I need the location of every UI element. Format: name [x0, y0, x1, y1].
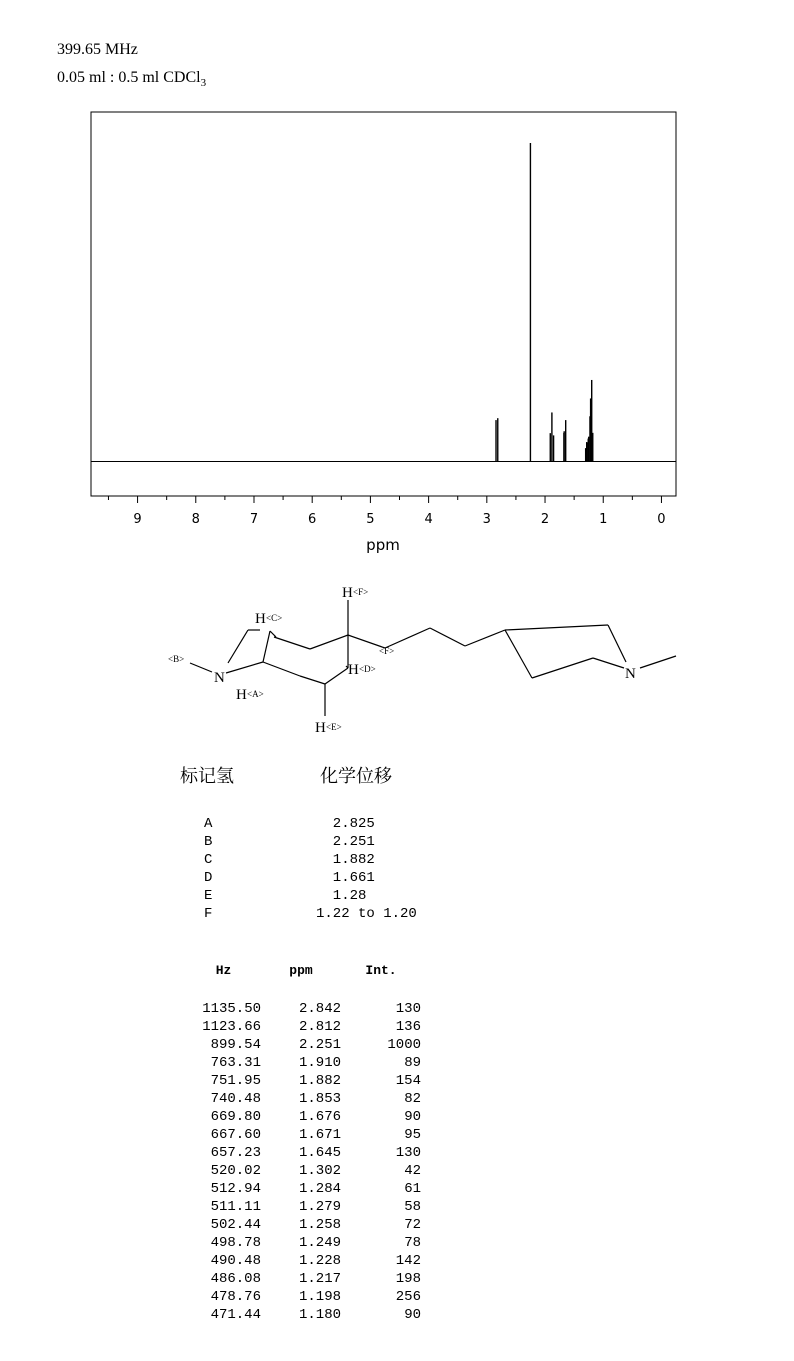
x-axis-ticks: [108, 496, 665, 527]
peak-ppm: 1.671: [298, 1127, 341, 1143]
peak-row: [186, 1072, 421, 1090]
atom-n2: N: [625, 666, 636, 682]
tag-b: <B>: [168, 654, 185, 664]
peak-int: 61: [404, 1181, 421, 1197]
assignment-shift: 1.882: [316, 852, 375, 868]
spectrum-peaks: [496, 143, 593, 462]
peak-int: 130: [395, 1001, 421, 1017]
peak-hz: 511.11: [210, 1199, 261, 1215]
atom-he: H: [315, 720, 326, 736]
peak-row: [186, 1054, 421, 1072]
tag-e: <E>: [326, 722, 342, 732]
peak-row: [186, 1144, 421, 1162]
x-tick-label: 6: [308, 512, 317, 527]
peak-ppm: 2.812: [298, 1019, 341, 1035]
peak-int: 89: [404, 1055, 421, 1071]
peak-ppm: 1.910: [298, 1055, 341, 1071]
molecule-labels: [168, 585, 636, 736]
peak-ppm: 1.249: [298, 1235, 341, 1251]
peak-ppm: 2.251: [298, 1037, 341, 1053]
peak-row: [186, 1198, 421, 1216]
assignment-row: [204, 833, 417, 851]
assignment-row: [204, 869, 417, 887]
peak-int: 58: [404, 1199, 421, 1215]
peak-hz: 520.02: [210, 1163, 261, 1179]
atom-ha: H: [236, 687, 247, 703]
peak-row: [186, 1234, 421, 1252]
peak-ppm: 2.842: [298, 1001, 341, 1017]
peak-hz: 740.48: [210, 1091, 261, 1107]
assignment-shift: 1.661: [316, 870, 375, 886]
peak-hz: 490.48: [210, 1253, 261, 1269]
atom-hc: H: [255, 611, 266, 627]
peak-int: 256: [395, 1289, 421, 1305]
peak-int: 198: [395, 1271, 421, 1287]
peak-ppm: 1.882: [298, 1073, 341, 1089]
peak-ppm: 1.279: [298, 1199, 341, 1215]
peak-list-table: [186, 962, 421, 1324]
peak-ppm: 1.217: [298, 1271, 341, 1287]
molecule-structure: [160, 578, 690, 738]
atom-hd: H: [348, 662, 359, 678]
peak-hz: 471.44: [210, 1307, 261, 1323]
peak-ppm: 1.258: [298, 1217, 341, 1233]
peak-hz: 667.60: [210, 1127, 261, 1143]
peak-row: [186, 1180, 421, 1198]
assignment-label: F: [204, 906, 213, 922]
x-tick-label: 5: [366, 512, 375, 527]
assignment-label: A: [204, 816, 213, 832]
atom-n1: N: [214, 670, 225, 686]
peak-row: [186, 1270, 421, 1288]
peak-row: [186, 1306, 421, 1324]
peak-hz: 1123.66: [202, 1019, 261, 1035]
nmr-spectrum-chart: [0, 0, 794, 570]
peak-row: [186, 1108, 421, 1126]
peak-hz: 498.78: [210, 1235, 261, 1251]
peak-hz: 899.54: [210, 1037, 261, 1053]
assignment-label: B: [204, 834, 213, 850]
assignment-label: E: [204, 888, 213, 904]
peak-hz: 486.08: [210, 1271, 261, 1287]
frequency-label: 399.65 MHz: [57, 41, 138, 58]
x-tick-label: 1: [599, 512, 608, 527]
atom-hf: H: [342, 585, 353, 601]
peak-row: [186, 1126, 421, 1144]
peak-ppm: 1.853: [298, 1091, 341, 1107]
peak-int: 95: [404, 1127, 421, 1143]
peak-int: 42: [404, 1163, 421, 1179]
x-tick-label: 4: [424, 512, 433, 527]
x-tick-label: 9: [133, 512, 142, 527]
tag-f: <F>: [353, 587, 369, 597]
peak-int: 136: [395, 1019, 421, 1035]
peak-int: 130: [395, 1145, 421, 1161]
peak-int: 78: [404, 1235, 421, 1251]
assignment-label: C: [204, 852, 213, 868]
sample-prefix: 0.05 ml : 0.5 ml CDCl: [57, 69, 201, 86]
x-axis-label: ppm: [366, 536, 400, 554]
peak-ppm: 1.228: [298, 1253, 341, 1269]
assignment-col-label: 标记氢: [180, 766, 234, 787]
peak-row: [186, 1090, 421, 1108]
tag-a: <A>: [247, 689, 264, 699]
assignment-row: [204, 851, 417, 869]
peak-int: 72: [404, 1217, 421, 1233]
peak-hz: 763.31: [210, 1055, 261, 1071]
peak-hz: 669.80: [210, 1109, 261, 1125]
header-int: Int.: [365, 963, 397, 978]
x-tick-label: 7: [249, 512, 259, 527]
peak-row: [186, 1036, 421, 1054]
x-tick-label: 0: [657, 512, 666, 527]
peak-ppm: 1.198: [298, 1289, 341, 1305]
assignment-row: [204, 815, 417, 833]
x-tick-label: 2: [540, 512, 550, 527]
peak-row: [186, 1216, 421, 1234]
peak-ppm: 1.180: [298, 1307, 341, 1323]
peak-int: 90: [404, 1307, 421, 1323]
assignment-col-shift: 化学位移: [320, 766, 392, 787]
x-tick-label: 8: [191, 512, 200, 527]
assignment-shift: 1.28: [316, 888, 367, 904]
header-ppm: ppm: [289, 963, 313, 978]
peak-hz: 657.23: [210, 1145, 261, 1161]
peak-int: 90: [404, 1109, 421, 1125]
header-hz: Hz: [215, 963, 232, 978]
x-tick-label: 3: [482, 512, 491, 527]
tag-c: <C>: [266, 613, 283, 623]
peak-hz: 478.76: [210, 1289, 261, 1305]
assignment-shift: 2.825: [316, 816, 375, 832]
peak-ppm: 1.302: [298, 1163, 341, 1179]
peak-int: 1000: [387, 1037, 421, 1053]
peak-row: [186, 1288, 421, 1306]
assignment-label: D: [204, 870, 213, 886]
assignment-shift: 2.251: [316, 834, 375, 850]
tag-d: <D>: [359, 664, 376, 674]
tag-f2: <F>: [379, 646, 395, 656]
peak-int: 142: [395, 1253, 421, 1269]
peak-hz: 751.95: [210, 1073, 261, 1089]
peak-ppm: 1.284: [298, 1181, 341, 1197]
peak-int: 154: [395, 1073, 421, 1089]
peak-row: [186, 1000, 421, 1018]
peak-row: [186, 1162, 421, 1180]
peak-ppm: 1.645: [298, 1145, 341, 1161]
sample-subscript: 3: [200, 77, 207, 90]
assignment-table: [204, 815, 417, 923]
peak-list-header-row: [186, 962, 421, 980]
peak-hz: 512.94: [210, 1181, 261, 1197]
assignment-row: [204, 905, 417, 923]
peak-row: [186, 1018, 421, 1036]
assignment-shift: 1.22 to 1.20: [316, 906, 417, 922]
peak-hz: 1135.50: [202, 1001, 261, 1017]
peak-ppm: 1.676: [298, 1109, 341, 1125]
peak-row: [186, 1252, 421, 1270]
peak-int: 82: [404, 1091, 421, 1107]
peak-hz: 502.44: [210, 1217, 261, 1233]
assignment-row: [204, 887, 417, 905]
